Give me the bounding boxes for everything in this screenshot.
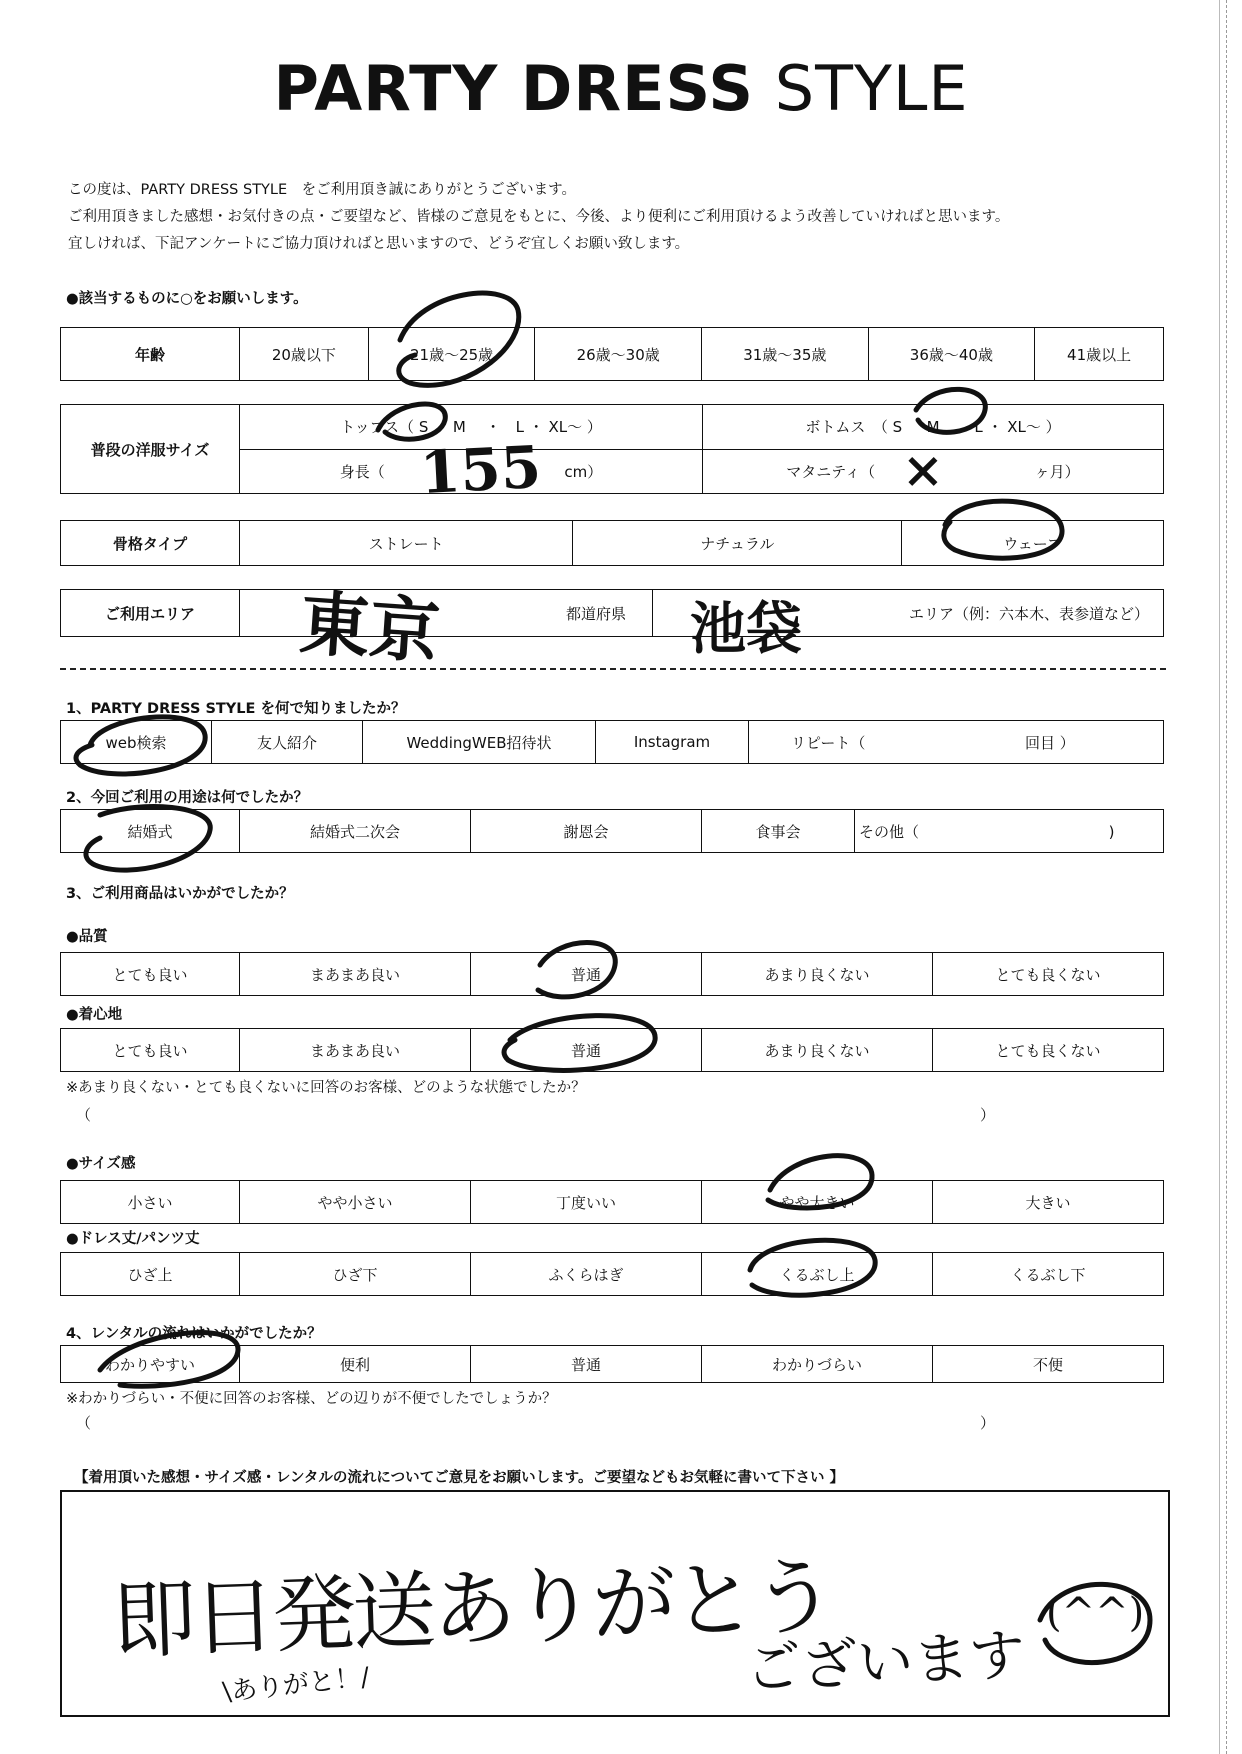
- q3-note-close: ）: [980, 1106, 996, 1124]
- q1-option[interactable]: WeddingWEB招待状: [363, 721, 596, 764]
- hand-area: 池袋: [690, 596, 802, 662]
- length-option[interactable]: ひざ下: [240, 1253, 471, 1296]
- q4-table: [60, 1345, 1164, 1383]
- quality-option[interactable]: 普通: [471, 953, 702, 996]
- q1-option[interactable]: 友人紹介: [212, 721, 363, 764]
- comfort-option[interactable]: とても良くない: [933, 1029, 1164, 1072]
- q3-note-open: （: [76, 1106, 92, 1124]
- quality-option[interactable]: まあまあ良い: [240, 953, 471, 996]
- q1-option[interactable]: Instagram: [596, 721, 749, 764]
- q4-note-close: ）: [980, 1414, 996, 1432]
- size-table: [60, 404, 1164, 494]
- hand-prefecture: 東京: [296, 581, 443, 674]
- length-option[interactable]: ふくらはぎ: [471, 1253, 702, 1296]
- q2-option[interactable]: 謝恩会: [471, 810, 702, 853]
- q4-option[interactable]: 便利: [240, 1346, 471, 1383]
- age-table: [60, 327, 1164, 381]
- size-feel-option[interactable]: やや大きい: [702, 1181, 933, 1224]
- age-option[interactable]: 21歳～25歳: [368, 328, 535, 381]
- title-bold: PARTY DRESS: [273, 52, 754, 125]
- q2-option[interactable]: 結婚式: [61, 810, 240, 853]
- height-unit: cm）: [564, 462, 603, 481]
- age-option[interactable]: 41歳以上: [1035, 328, 1164, 381]
- q1-repeat-label: リピート（: [791, 733, 866, 752]
- intro-line-2: ご利用頂きました感想・お気付きの点・ご要望など、皆様のご意見をもとに、今後、より便利にご利用頂けるよう改善していければと思います。: [68, 209, 1010, 225]
- maternity-unit: ヶ月）: [1034, 462, 1080, 481]
- prefecture-suffix: 都道府県: [565, 604, 626, 623]
- scan-edge: [1219, 0, 1242, 1754]
- age-option[interactable]: 26歳～30歳: [535, 328, 702, 381]
- frame-option[interactable]: ナチュラル: [573, 521, 902, 566]
- hand-smiley: (^^): [1046, 1590, 1145, 1636]
- q4-note: ※わかりづらい・不便に回答のお客様、どの辺りが不便でしたでしょうか？: [66, 1391, 557, 1407]
- intro-line-3: 宜しければ、下記アンケートにご協力頂ければと思いますので、どうぞ宜しくお願い致します。: [68, 236, 690, 252]
- divider: [60, 668, 1166, 670]
- q2-other-close: ): [1108, 822, 1115, 841]
- q2-other-label: その他（: [859, 822, 920, 841]
- q1-option[interactable]: web検索: [61, 721, 212, 764]
- q4-option[interactable]: わかりやすい: [61, 1346, 240, 1383]
- frame-option[interactable]: ウェーブ: [902, 521, 1164, 566]
- size-feel-option[interactable]: やや小さい: [240, 1181, 471, 1224]
- area-label: ご利用エリア: [61, 590, 240, 637]
- q4-note-open: （: [76, 1414, 92, 1432]
- age-label: 年齢: [61, 328, 240, 381]
- maternity-label: マタニティ（: [786, 462, 876, 481]
- hand-height: 155: [418, 432, 543, 508]
- quality-option[interactable]: とても良くない: [933, 953, 1164, 996]
- size-label: 普段の洋服サイズ: [61, 405, 240, 494]
- q2-option[interactable]: 食事会: [702, 810, 855, 853]
- comfort-option[interactable]: 普通: [471, 1029, 702, 1072]
- frame-table: [60, 520, 1164, 566]
- hand-comment-small: \ありがと！/: [221, 1662, 371, 1708]
- title-light: STYLE: [774, 52, 969, 125]
- page-title: [0, 52, 1242, 125]
- age-option[interactable]: 31歳～35歳: [701, 328, 868, 381]
- q3-note: ※あまり良くない・とても良くないに回答のお客様、どのような状態でしたか？: [66, 1080, 586, 1096]
- height-label: 身長（: [339, 462, 385, 481]
- comfort-option[interactable]: まあまあ良い: [240, 1029, 471, 1072]
- q2-table: [60, 809, 1164, 853]
- q1-question: 1、PARTY DRESS STYLE を何で知りましたか？: [66, 701, 406, 717]
- size-feel-option[interactable]: 小さい: [61, 1181, 240, 1224]
- size-feel-option[interactable]: 丁度いい: [471, 1181, 702, 1224]
- length-table: [60, 1252, 1164, 1296]
- section-header: ●該当するものに○をお願いします。: [66, 291, 308, 307]
- quality-table: [60, 952, 1164, 996]
- q1-repeat-option[interactable]: [749, 721, 1164, 764]
- age-option[interactable]: 20歳以下: [240, 328, 369, 381]
- q2-other-option[interactable]: [855, 810, 1164, 853]
- comfort-option[interactable]: あまり良くない: [702, 1029, 933, 1072]
- comfort-table: [60, 1028, 1164, 1072]
- area-suffix: エリア（例：六本木、表参道など）: [908, 604, 1149, 623]
- hand-comment-line-1: 即日発送ありがとう: [110, 1547, 834, 1671]
- quality-option[interactable]: あまり良くない: [702, 953, 933, 996]
- size-feel-label: ●サイズ感: [66, 1156, 136, 1172]
- hand-maternity: ×: [902, 440, 944, 499]
- length-option[interactable]: くるぶし上: [702, 1253, 933, 1296]
- comfort-option[interactable]: とても良い: [61, 1029, 240, 1072]
- length-option[interactable]: くるぶし下: [933, 1253, 1164, 1296]
- q4-option[interactable]: わかりづらい: [702, 1346, 933, 1383]
- q1-repeat-count: 回目 ）: [1024, 733, 1075, 752]
- intro-line-1: この度は、PARTY DRESS STYLE をご利用頂き誠にありがとうございます。: [68, 182, 576, 198]
- frame-option[interactable]: ストレート: [240, 521, 573, 566]
- q4-question: 4、レンタルの流れはいかがでしたか？: [66, 1326, 322, 1342]
- frame-label: 骨格タイプ: [61, 521, 240, 566]
- age-option[interactable]: 36歳～40歳: [868, 328, 1035, 381]
- comfort-label: ●着心地: [66, 1007, 123, 1023]
- size-feel-table: [60, 1180, 1164, 1224]
- q4-option[interactable]: 不便: [933, 1346, 1164, 1383]
- quality-option[interactable]: とても良い: [61, 953, 240, 996]
- q1-table: [60, 720, 1164, 764]
- area-table: [60, 589, 1164, 637]
- length-option[interactable]: ひざ上: [61, 1253, 240, 1296]
- length-label: ●ドレス丈/パンツ丈: [66, 1231, 200, 1247]
- bottoms-size-field[interactable]: ボトムス （ S M L ・ XL～ ）: [703, 405, 1164, 450]
- q3-question: 3、ご利用商品はいかがでしたか？: [66, 886, 294, 902]
- size-feel-option[interactable]: 大きい: [933, 1181, 1164, 1224]
- q2-option[interactable]: 結婚式二次会: [240, 810, 471, 853]
- q2-question: 2、今回ご利用の用途は何でしたか？: [66, 790, 309, 806]
- hand-comment-line-2: ございます: [743, 1622, 1027, 1703]
- q4-option[interactable]: 普通: [471, 1346, 702, 1383]
- quality-label: ●品質: [66, 929, 108, 945]
- comment-header: 【着用頂いた感想・サイズ感・レンタルの流れについてご意見をお願いします。ご要望などもお気軽に書いて下さい 】: [74, 1470, 844, 1486]
- tops-size-field[interactable]: トップス（ S M ・ L ・ XL～ ）: [240, 405, 703, 450]
